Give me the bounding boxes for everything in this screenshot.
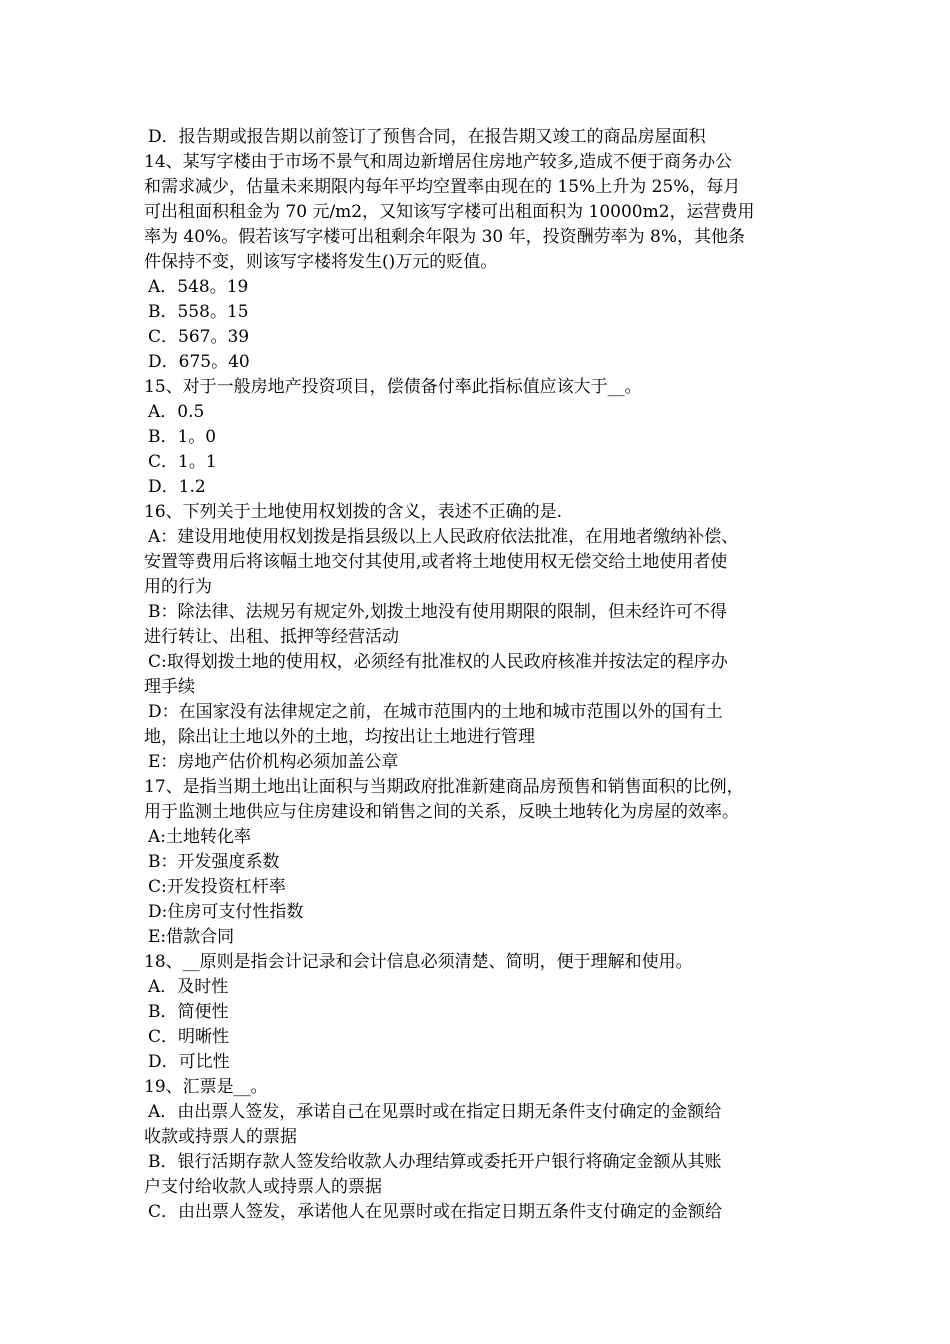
text-line: C．明晰性 [148, 1027, 230, 1047]
text-line: 用于监测土地供应与住房建设和销售之间的关系，反映土地转化为房屋的效率。 [144, 802, 739, 822]
text-line: 理手续 [144, 677, 195, 697]
text-line: A．由出票人签发，承诺自己在见票时或在指定日期无条件支付确定的金额给 [148, 1102, 722, 1122]
text-line: D:住房可支付性指数 [148, 902, 304, 922]
text-line: 14、某写字楼由于市场不景气和周边新增居住房地产较多,造成不便于商务办公 [144, 152, 733, 172]
text-line: 18、__原则是指会计记录和会计信息必须清楚、简明，便于理解和使用。 [144, 952, 693, 972]
text-line: E:借款合同 [148, 927, 235, 947]
text-line: D．675。40 [148, 352, 250, 372]
text-line: B：除法律、法规另有规定外,划拨土地没有使用期限的限制，但未经许可不得 [148, 602, 727, 622]
text-line: 可出租面积租金为 70 元/m2，又知该写字楼可出租面积为 10000m2，运营费用 [144, 202, 755, 222]
text-line: C:取得划拨土地的使用权，必须经有批准权的人民政府核准并按法定的程序办 [148, 652, 728, 672]
text-line: A:土地转化率 [148, 827, 252, 847]
text-line: A．548。19 [148, 277, 249, 297]
text-line: C．由出票人签发，承诺他人在见票时或在指定日期五条件支付确定的金额给 [148, 1202, 723, 1222]
text-line: 16、下列关于土地使用权划拨的含义，表述不正确的是. [144, 502, 563, 522]
text-line: 户支付给收款人或持票人的票据 [144, 1177, 382, 1197]
text-line: E：房地产估价机构必须加盖公章 [148, 752, 399, 772]
text-line: A．0.5 [148, 402, 205, 422]
text-line: D．报告期或报告期以前签订了预售合同，在报告期又竣工的商品房屋面积 [148, 127, 706, 147]
text-line: 安置等费用后将该幅土地交付其使用,或者将土地使用权无偿交给土地使用者使 [144, 552, 728, 572]
text-line: A．及时性 [148, 977, 229, 997]
text-line: 地，除出让土地以外的土地，均按出让土地进行管理 [144, 727, 535, 747]
text-line: B．银行活期存款人签发给收款人办理结算或委托开户银行将确定金额从其账 [148, 1152, 722, 1172]
text-line: B．1。0 [148, 427, 217, 447]
text-line: 用的行为 [144, 577, 212, 597]
text-line: 率为 40%。假若该写字楼可出租剩余年限为 30 年，投资酬劳率为 8%，其他条 [144, 227, 746, 247]
text-line: D．可比性 [148, 1052, 230, 1072]
text-line: B．简便性 [148, 1002, 229, 1022]
text-line: D．1.2 [148, 477, 206, 497]
text-line: 进行转让、出租、抵押等经营活动 [144, 627, 399, 647]
text-line: C．567。39 [148, 327, 250, 347]
text-line: D：在国家没有法律规定之前，在城市范围内的土地和城市范围以外的国有土 [148, 702, 723, 722]
text-line: C:开发投资杠杆率 [148, 877, 286, 897]
text-line: C．1。1 [148, 452, 217, 472]
text-line: 和需求减少，估量未来期限内每年平均空置率由现在的 15%上升为 25%，每月 [144, 177, 741, 197]
text-line: 17、是指当期土地出让面积与当期政府批准新建商品房预售和销售面积的比例， [144, 777, 744, 797]
text-line: B：开发强度系数 [148, 852, 280, 872]
text-line: 收款或持票人的票据 [144, 1127, 297, 1147]
text-line: B．558。15 [148, 302, 249, 322]
document-body [144, 125, 814, 1225]
text-line: 19、汇票是__。 [144, 1077, 268, 1097]
text-line: A：建设用地使用权划拨是指县级以上人民政府依法批准，在用地者缴纳补偿、 [148, 527, 739, 547]
text-line: 件保持不变，则该写字楼将发生()万元的贬值。 [144, 252, 498, 272]
text-line: 15、对于一般房地产投资项目，偿债备付率此指标值应该大于__。 [144, 377, 642, 397]
